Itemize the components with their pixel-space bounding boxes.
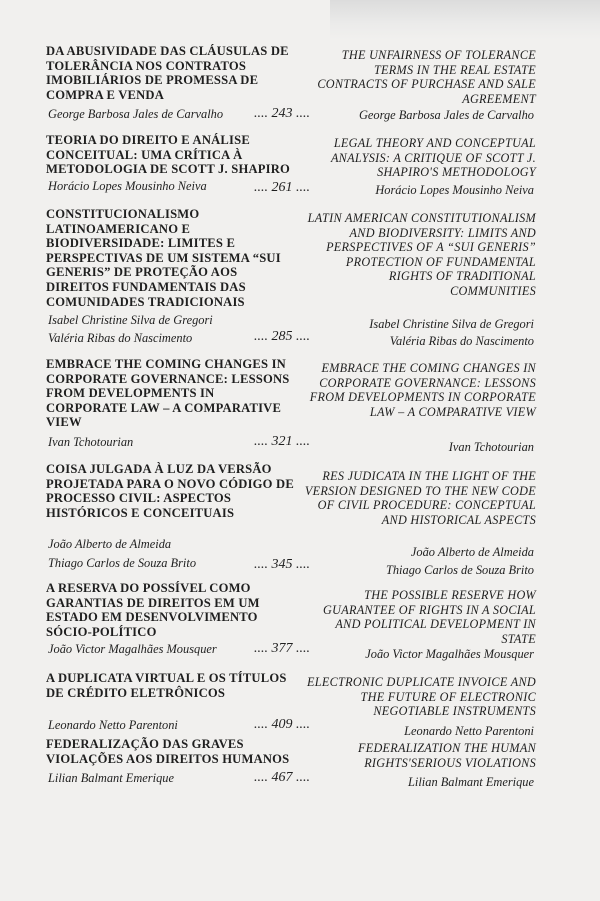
pt-author: Horácio Lopes Mousinho Neiva — [48, 179, 207, 193]
en-article-title[interactable]: THE UNFAIRNESS OF TOLERANCE TERMS IN THE REAL ESTATE CONTRACTS OF PURCHASE AND SALE AGREEMENT — [317, 48, 536, 106]
page-number[interactable]: .... 345 .... — [254, 557, 310, 572]
page-number[interactable]: .... 377 .... — [254, 641, 310, 656]
page-number[interactable]: .... 409 .... — [254, 717, 310, 732]
pt-author: Ivan Tchotourian — [48, 435, 134, 449]
pt-article-title[interactable]: COISA JULGADA À LUZ DA VERSÃO PROJETADA PARA O NOVO CÓDIGO DE PROCESSO CIVIL: ASPECTOS HISTÓRICOS E CONCEITUAIS — [46, 462, 294, 520]
en-article-title[interactable]: FEDERALIZATION THE HUMAN RIGHTS'SERIOUS VIOLATIONS — [357, 741, 536, 770]
pt-author: João Alberto de Almeida — [48, 537, 172, 551]
en-article-title[interactable]: LEGAL THEORY AND CONCEPTUAL ANALYSIS: A CRITIQUE OF SCOTT J. SHAPIRO'S METHODOLOGY — [330, 136, 536, 180]
page-number[interactable]: .... 243 .... — [254, 106, 310, 121]
en-author: Horácio Lopes Mousinho Neiva — [375, 183, 534, 197]
en-author: Isabel Christine Silva de Gregori — [369, 317, 534, 331]
en-author: Ivan Tchotourian — [448, 440, 534, 454]
en-article-title[interactable]: THE POSSIBLE RESERVE HOW GUARANTEE OF RIGHTS IN A SOCIAL AND POLITICAL DEVELOPMENT IN STATE — [323, 588, 536, 646]
pt-author: João Victor Magalhães Mousquer — [48, 642, 217, 656]
en-author: Lilian Balmant Emerique — [408, 775, 534, 789]
page-number[interactable]: .... 285 .... — [254, 329, 310, 344]
en-author: Leonardo Netto Parentoni — [404, 724, 534, 738]
en-author: George Barbosa Jales de Carvalho — [358, 108, 534, 122]
en-author: Valéria Ribas do Nascimento — [389, 334, 534, 348]
pt-article-title[interactable]: CONSTITUCIONALISMO LATINOAMERICANO E BIODIVERSIDADE: LIMITES E PERSPECTIVAS DE UM SISTEMA “SUI GENERIS” DE PROTEÇÃO AOS DIREITOS FUNDAMENTAIS DAS COMUNIDADES TRADICIONAIS — [46, 207, 281, 309]
en-author: João Alberto de Almeida — [410, 545, 534, 559]
page-number[interactable]: .... 321 .... — [254, 434, 310, 449]
pt-article-title[interactable]: A RESERVA DO POSSÍVEL COMO GARANTIAS DE DIREITOS EM UM ESTADO EM DESENVOLVIMENTO SÓCIO-POLÍTICO — [46, 581, 260, 639]
en-article-title[interactable]: EMBRACE THE COMING CHANGES IN CORPORATE GOVERNANCE: LESSONS FROM DEVELOPMENTS IN CORPORATE LAW – A COMPARATIVE VIEW — [309, 361, 536, 419]
en-author: João Victor Magalhães Mousquer — [365, 647, 534, 661]
pt-article-title[interactable]: EMBRACE THE COMING CHANGES IN CORPORATE GOVERNANCE: LESSONS FROM DEVELOPMENTS IN CORPORATE LAW – A COMPARATIVE VIEW — [46, 357, 290, 430]
pt-article-title[interactable]: DA ABUSIVIDADE DAS CLÁUSULAS DE TOLERÂNCIA NOS CONTRATOS IMOBILIÁRIOS DE PROMESSA DE COMPRA E VENDA — [46, 44, 289, 102]
pt-author: Lilian Balmant Emerique — [48, 771, 174, 785]
page-number[interactable]: .... 261 .... — [254, 180, 310, 195]
pt-author: Valéria Ribas do Nascimento — [48, 331, 193, 345]
pt-author: George Barbosa Jales de Carvalho — [48, 107, 224, 121]
en-author: Thiago Carlos de Souza Brito — [385, 563, 534, 577]
en-article-title[interactable]: RES JUDICATA IN THE LIGHT OF THE VERSION DESIGNED TO THE NEW CODE OF CIVIL PROCEDURE: CONCEPTUAL AND HISTORICAL ASPECTS — [304, 469, 536, 527]
en-article-title[interactable]: LATIN AMERICAN CONSTITUTIONALISM AND BIODIVERSITY: LIMITS AND PERSPECTIVES OF A “SUI GENERIS” PROTECTION OF FUNDAMENTAL RIGHTS OF TRADITIONAL COMMUNITIES — [307, 211, 536, 298]
pt-article-title[interactable]: FEDERALIZAÇÃO DAS GRAVES VIOLAÇÕES AOS DIREITOS HUMANOS — [46, 737, 290, 766]
pt-author: Leonardo Netto Parentoni — [48, 718, 178, 732]
pt-article-title[interactable]: TEORIA DO DIREITO E ANÁLISE CONCEITUAL: UMA CRÍTICA À METODOLOGIA DE SCOTT J. SHAPIRO — [46, 133, 291, 177]
pt-author: Thiago Carlos de Souza Brito — [48, 556, 197, 570]
pt-author: Isabel Christine Silva de Gregori — [48, 313, 213, 327]
page-number[interactable]: .... 467 .... — [254, 770, 310, 785]
en-article-title[interactable]: ELECTRONIC DUPLICATE INVOICE AND THE FUTURE OF ELECTRONIC NEGOTIABLE INSTRUMENTS — [307, 675, 536, 719]
scan-shadow — [330, 0, 600, 40]
pt-article-title[interactable]: A DUPLICATA VIRTUAL E OS TÍTULOS DE CRÉDITO ELETRÔNICOS — [46, 671, 287, 700]
